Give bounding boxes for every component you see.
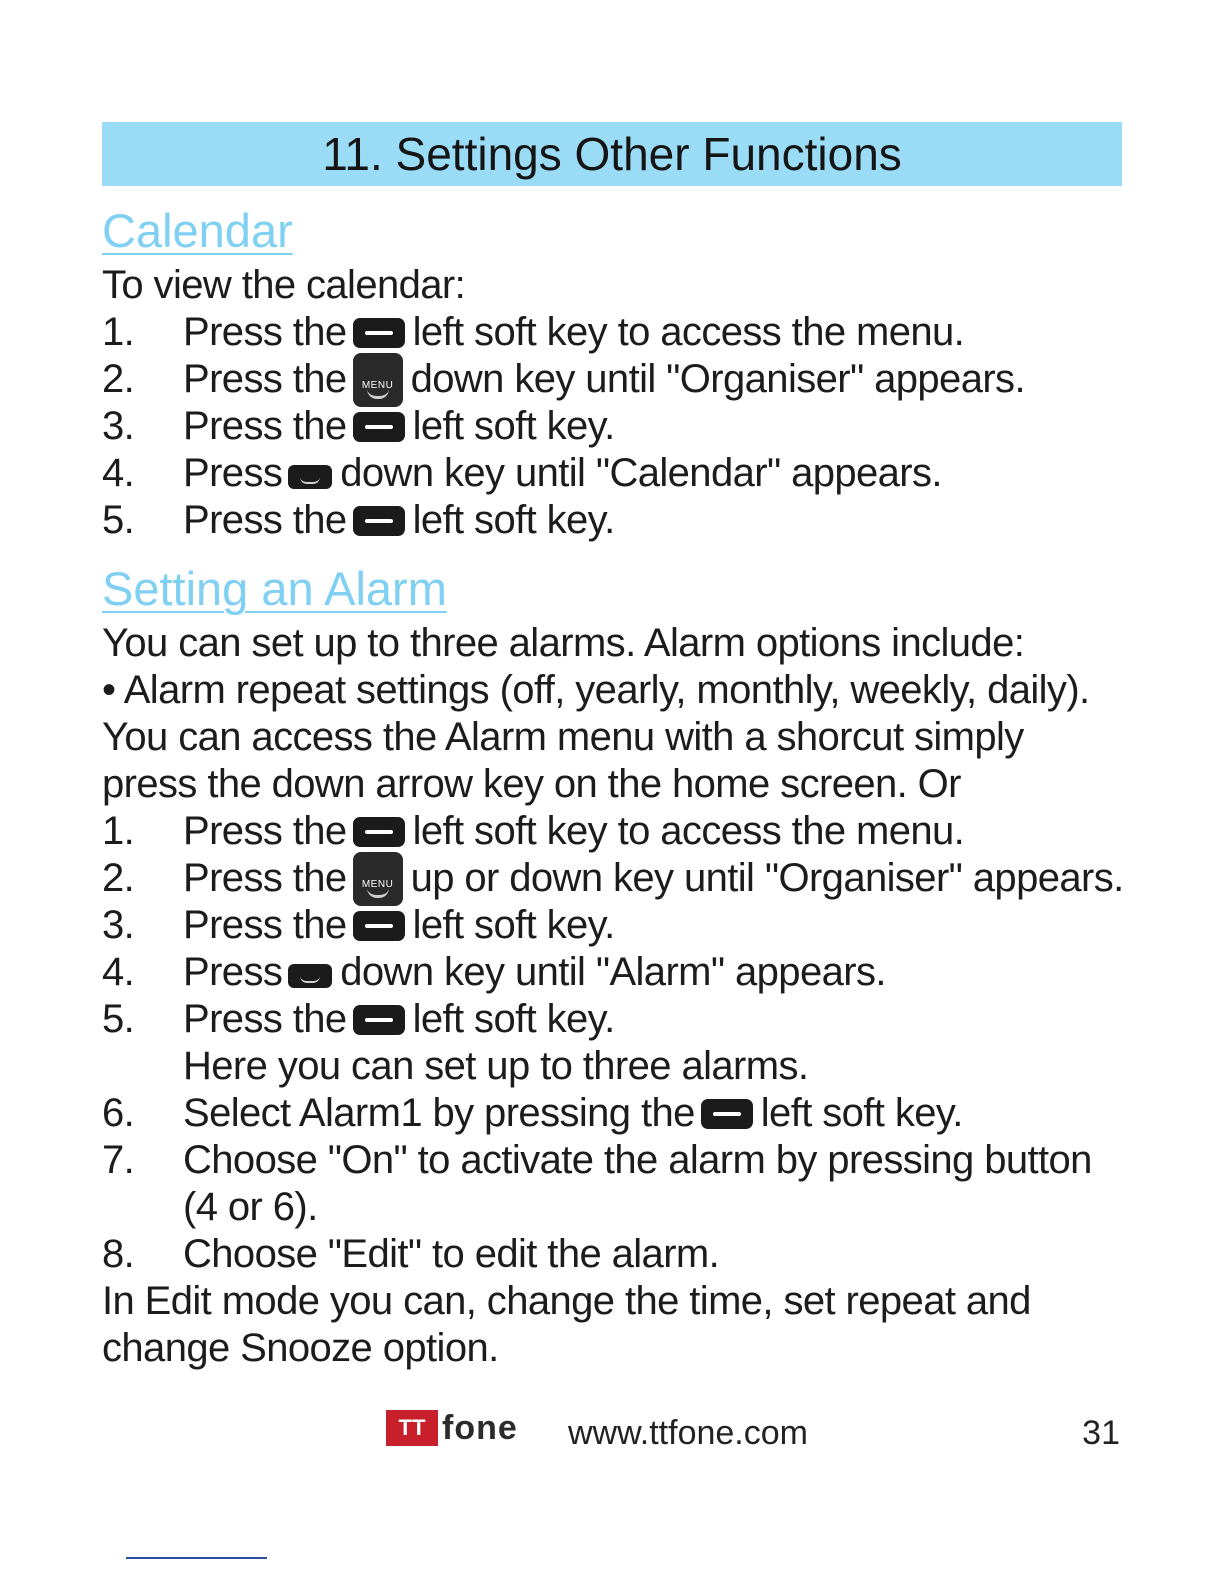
- step-text: left soft key.: [412, 903, 615, 947]
- step-text: Press the: [183, 809, 347, 853]
- chapter-title: 11. Settings Other Functions: [322, 128, 902, 180]
- step-text: Press the: [183, 997, 347, 1041]
- left-soft-key-icon: [353, 1005, 405, 1035]
- step-text: Press the: [183, 498, 347, 542]
- list-item: [102, 1137, 1122, 1184]
- step-text: Press the: [183, 404, 347, 448]
- manual-page: [102, 122, 1122, 1372]
- left-soft-key-icon: [353, 911, 405, 941]
- step-text: Press the: [183, 357, 347, 401]
- down-key-icon: [288, 465, 332, 489]
- left-soft-key-icon: [353, 817, 405, 847]
- list-item: [102, 497, 1122, 544]
- step-text: Press the: [183, 903, 347, 947]
- step-text: left soft key.: [412, 404, 615, 448]
- alarm-heading[interactable]: Setting an Alarm: [102, 562, 447, 615]
- step-note: Here you can set up to three alarms.: [183, 1044, 809, 1088]
- step-text: down key until "Calendar" appears.: [340, 451, 942, 495]
- step-text: Choose "On" to activate the alarm by pressing button: [183, 1138, 1092, 1182]
- page-number: 31: [1082, 1414, 1120, 1452]
- chapter-header-bar: [102, 122, 1122, 186]
- menu-nav-key-icon: [353, 353, 403, 407]
- step-number: 2.: [102, 856, 135, 900]
- calendar-heading[interactable]: Calendar: [102, 204, 293, 257]
- left-soft-key-icon: [353, 506, 405, 536]
- page-footer: [0, 1410, 1224, 1460]
- step-number: 7.: [102, 1138, 135, 1182]
- step-number: 2.: [102, 357, 135, 401]
- step-text: left soft key to access the menu.: [412, 310, 965, 354]
- step-text: Press: [183, 451, 283, 495]
- step-text: Press the: [183, 856, 347, 900]
- step-text: up or down key until "Organiser" appears.: [410, 856, 1124, 900]
- alarm-intro: You can set up to three alarms. Alarm options include:: [102, 621, 1025, 665]
- step-text: Choose "Edit" to edit the alarm.: [183, 1232, 720, 1276]
- down-key-icon: [288, 964, 332, 988]
- step-number: 6.: [102, 1091, 135, 1135]
- list-item: [102, 902, 1122, 949]
- list-item: [102, 808, 1122, 855]
- step-number: 4.: [102, 950, 135, 994]
- step-number: 4.: [102, 451, 135, 495]
- alarm-shortcut-line: You can access the Alarm menu with a shorcut simply: [102, 715, 1024, 759]
- list-item: [102, 1231, 1122, 1278]
- edit-mode-text: change Snooze option.: [102, 1326, 499, 1370]
- list-item: [102, 855, 1122, 902]
- list-item: [102, 403, 1122, 450]
- alarm-shortcut-line: press the down arrow key on the home screen. Or: [102, 762, 961, 806]
- step-number: 1.: [102, 809, 135, 853]
- step-number: 5.: [102, 997, 135, 1041]
- step-number: 1.: [102, 310, 135, 354]
- left-soft-key-icon: [701, 1099, 753, 1129]
- calendar-intro: To view the calendar:: [102, 263, 466, 307]
- logo-wordmark: fone: [442, 1408, 518, 1447]
- list-item: [102, 309, 1122, 356]
- list-item: [102, 996, 1122, 1043]
- step-text: Select Alarm1 by pressing the: [183, 1091, 695, 1135]
- logo-mark: TT: [386, 1410, 438, 1446]
- bottom-divider: [126, 1557, 267, 1559]
- step-text: left soft key.: [412, 498, 615, 542]
- step-text: down key until "Organiser" appears.: [410, 357, 1025, 401]
- step-number: 5.: [102, 498, 135, 542]
- step-text: left soft key.: [760, 1091, 963, 1135]
- left-soft-key-icon: [353, 412, 405, 442]
- edit-mode-text: In Edit mode you can, change the time, set repeat and: [102, 1279, 1031, 1323]
- menu-key-label: MENU: [361, 878, 394, 890]
- left-soft-key-icon: [353, 318, 405, 348]
- step-number: 8.: [102, 1232, 135, 1276]
- menu-key-label: MENU: [361, 379, 394, 391]
- step-continuation: (4 or 6).: [183, 1185, 318, 1229]
- step-text: Press: [183, 950, 283, 994]
- list-item: [102, 949, 1122, 996]
- step-text: left soft key.: [412, 997, 615, 1041]
- step-number: 3.: [102, 903, 135, 947]
- list-item: [102, 1090, 1122, 1137]
- step-text: down key until "Alarm" appears.: [340, 950, 886, 994]
- alarm-bullet: • Alarm repeat settings (off, yearly, monthly, weekly, daily).: [102, 668, 1090, 712]
- step-text: Press the: [183, 310, 347, 354]
- menu-nav-key-icon: [353, 852, 403, 906]
- step-number: 3.: [102, 404, 135, 448]
- step-text: left soft key to access the menu.: [412, 809, 965, 853]
- list-item: [102, 450, 1122, 497]
- website-url[interactable]: www.ttfone.com: [568, 1414, 808, 1452]
- list-item: [102, 356, 1122, 403]
- ttfone-logo: [386, 1410, 518, 1446]
